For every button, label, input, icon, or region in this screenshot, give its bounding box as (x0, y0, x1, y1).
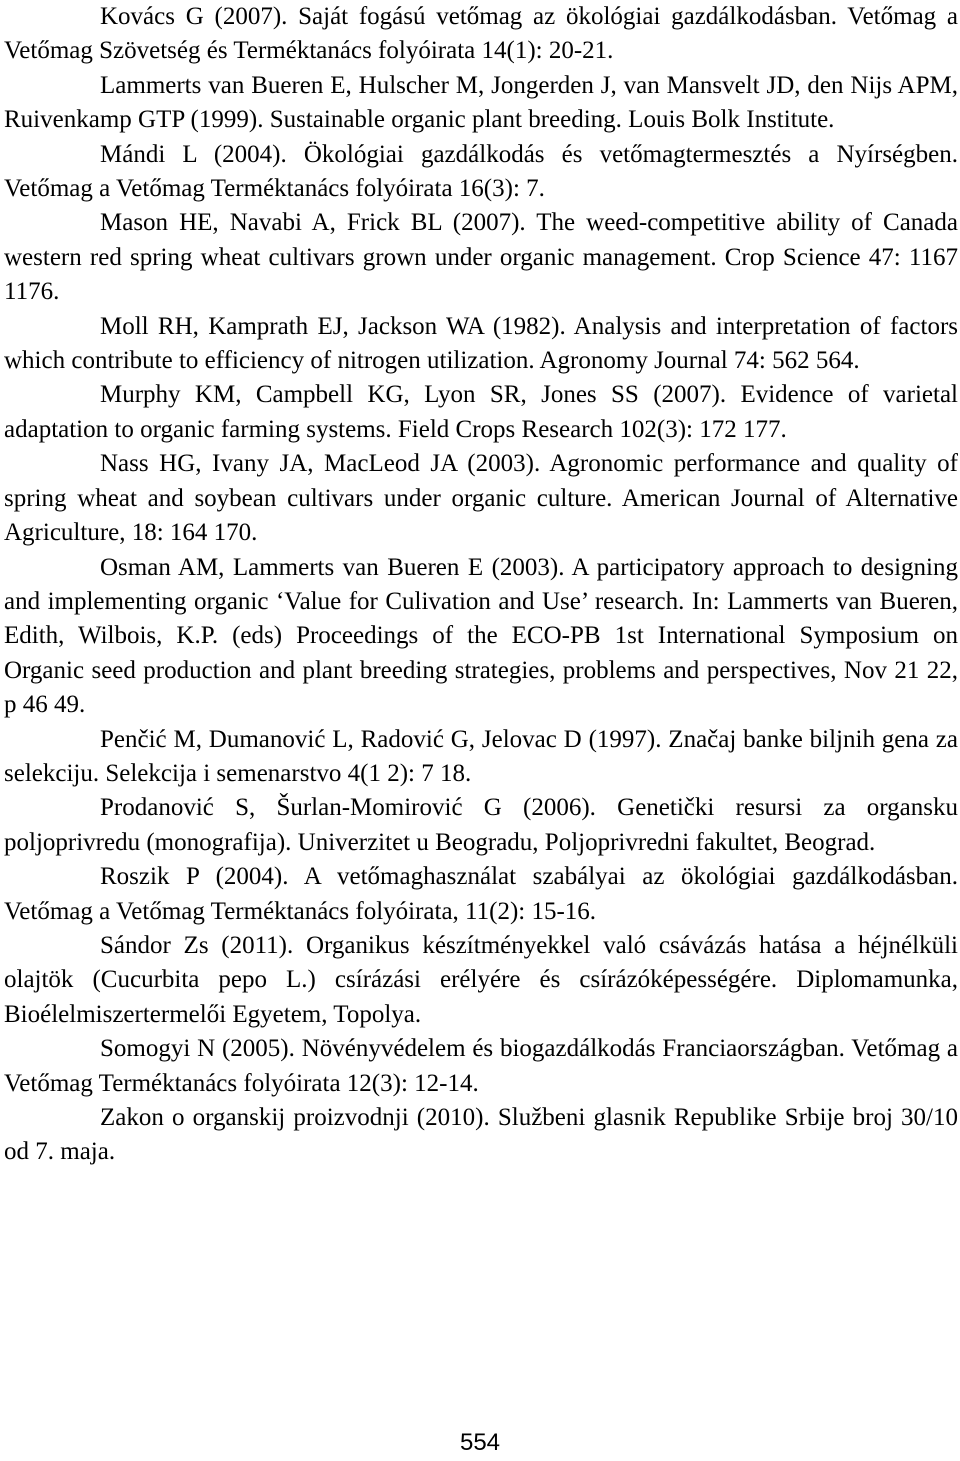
reference-mandi-2004: Mándi L (2004). Ökológiai gazdálkodás és vetőmagtermesztés a Nyírségben. Vetőmag a Vetőmag Terméktanács folyóirata 16(3): 7. (4, 140, 958, 203)
reference-pencic-1997: Penčić M, Dumanović L, Radović G, Jelovac D (1997). Značaj banke biljnih gena za selekciju. Selekcija i semenarstvo 4(1 2): 7 18. (4, 725, 958, 787)
page-number: 554 (459, 1429, 501, 1456)
reference-kovacs-2007: Kovács G (2007). Saját fogású vetőmag az ökológiai gazdálkodásban. Vetőmag a Vetőmag Szövetség és Terméktanács folyóirata 14(1): 20-21. (4, 3, 958, 65)
reference-somogyi-2005: Somogyi N (2005). Növényvédelem és biogazdálkodás Franciaországban. Vetőmag a Vetőmag Terméktanács folyóirata 12(3): 12-14. (4, 1035, 958, 1097)
reference-murphy-2007: Murphy KM, Campbell KG, Lyon SR, Jones SS (2007). Evidence of varietal adaptation to organic farming systems. Field Crops Research 102(3): 172 177. (4, 381, 958, 443)
reference-prodanovic-2006: Prodanović S, Šurlan-Momirović G (2006). Genetički resursi za organsku poljoprivredu (monografija). Univerzitet u Beogradu, Poljoprivredni fakultet, Beograd. (4, 794, 958, 856)
reference-osman-2003: Osman AM, Lammerts van Bueren E (2003). A participatory approach to designing and implementing organic ‘Value for Culivation and Use’ research. In: Lammerts van Bueren, Edith, Wilbois, K.P. (eds) Proceedings of the ECO-PB 1st International Symposium on Organic seed production and plant breeding strategies, problems and perspectives, Nov 21 22, p 46 49. (4, 553, 958, 719)
reference-lammerts-van-bueren-1999: Lammerts van Bueren E, Hulscher M, Jongerden J, van Mansvelt JD, den Nijs APM, Ruivenkamp GTP (1999). Sustainable organic plant breeding. Louis Bolk Institute. (4, 71, 958, 134)
reference-moll-1982: Moll RH, Kamprath EJ, Jackson WA (1982). Analysis and interpretation of factors which contribute to efficiency of nitrogen utilization. Agronomy Journal 74: 562 564. (4, 312, 958, 375)
reference-sandor-2011: Sándor Zs (2011). Organikus készítményekkel való csávázás hatása a héjnélküli olajtök (Cucurbita pepo L.) csírázási erélyére és csírázóképességére. Diplomamunka, Bioélelmiszertermelői Egyetem, Topolya. (4, 931, 958, 1028)
reference-nass-2003: Nass HG, Ivany JA, MacLeod JA (2003). Agronomic performance and quality of spring wheat and soybean cultivars under organic culture. American Journal of Alternative Agriculture, 18: 164 170. (4, 450, 958, 547)
reference-list (4, 0, 958, 1170)
reference-mason-2007: Mason HE, Navabi A, Frick BL (2007). The weed-competitive ability of Canada western red spring wheat cultivars grown under organic management. Crop Science 47: 1167 1176. (4, 209, 958, 306)
reference-zakon-2010: Zakon o organskij proizvodnji (2010). Službeni glasnik Republike Srbije broj 30/10 od 7. maja. (4, 1104, 958, 1166)
reference-roszik-2004: Roszik P (2004). A vetőmaghasználat szabályai az ökológiai gazdálkodásban. Vetőmag a Vetőmag Terméktanács folyóirata, 11(2): 15-16. (4, 863, 958, 925)
